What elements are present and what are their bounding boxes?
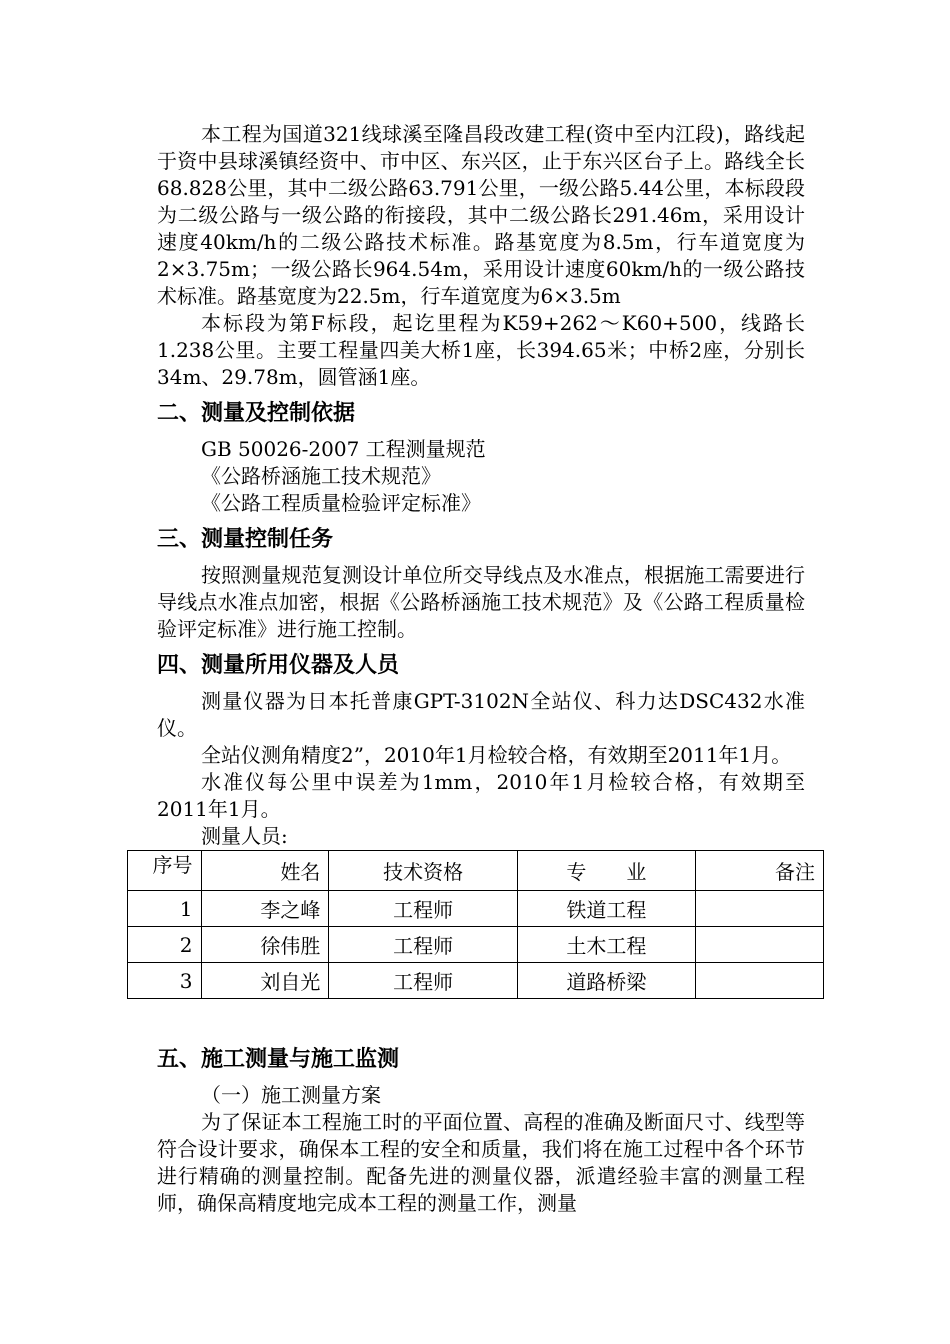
table-row — [128, 891, 824, 927]
cell-seq: 1 — [128, 891, 202, 927]
header-seq: 序号 — [128, 851, 202, 891]
cell-name: 刘自光 — [201, 963, 329, 999]
cell-qualification: 工程师 — [329, 891, 517, 927]
cell-qualification: 工程师 — [329, 963, 517, 999]
cell-name: 李之峰 — [201, 891, 329, 927]
table-header-row — [128, 851, 824, 891]
section-5-heading: 五、施工测量与施工监测 — [157, 1047, 400, 1072]
cell-remark — [696, 963, 824, 999]
cell-seq: 3 — [128, 963, 202, 999]
section-3-paragraph: 按照测量规范复测设计单位所交导线点及水准点，根据施工需要进行导线点水准点加密，根据《公路桥涵施工技术规范》及《公路工程质量检验评定标准》进行施工控制。 — [157, 563, 805, 641]
section-5-paragraph: 为了保证本工程施工时的平面位置、高程的准确及断面尺寸、线型等符合设计要求，确保本工程的安全和质量，我们将在施工过程中各个环节进行精确的测量控制。配备先进的测量仪器，派遣经验丰富的测量工程师，确保高精度地完成本工程的测量工作，测量 — [157, 1110, 805, 1215]
header-remark: 备注 — [696, 851, 824, 891]
section-4-heading: 四、测量所用仪器及人员 — [157, 653, 400, 678]
instrument-paragraph: 测量仪器为日本托普康GPT-3102N全站仪、科力达DSC432水准仪。 — [157, 689, 805, 740]
basis-item-1: GB 50026-2007 工程测量规范 — [201, 437, 486, 461]
cell-seq: 2 — [128, 927, 202, 963]
cell-remark — [696, 891, 824, 927]
cell-name: 徐伟胜 — [201, 927, 329, 963]
table-row — [128, 963, 824, 999]
section-5-subheading: （一）施工测量方案 — [201, 1083, 381, 1107]
document-page — [152, 121, 815, 1217]
level-paragraph: 水准仪每公里中误差为1mm，2010年1月检较合格，有效期至2011年1月。 — [157, 770, 805, 821]
spacer — [157, 999, 805, 1037]
cell-remark — [696, 927, 824, 963]
cell-qualification: 工程师 — [329, 927, 517, 963]
section-3-heading: 三、测量控制任务 — [157, 527, 334, 552]
header-major: 专 业 — [517, 851, 695, 891]
section-2-heading: 二、测量及控制依据 — [157, 401, 356, 426]
intro-paragraph-2: 本标段为第F标段，起讫里程为K59+262～K60+500，线路长1.238公里。主要工程量四美大桥1座，长394.65米；中桥2座，分别长34m、29.78m，圆管涵1座。 — [157, 311, 805, 389]
cell-major: 土木工程 — [517, 927, 695, 963]
total-station-paragraph: 全站仪测角精度2”，2010年1月检较合格，有效期至2011年1月。 — [201, 743, 792, 767]
header-qualification: 技术资格 — [329, 851, 517, 891]
cell-major: 铁道工程 — [517, 891, 695, 927]
header-name: 姓名 — [201, 851, 329, 891]
cell-major: 道路桥梁 — [517, 963, 695, 999]
intro-paragraph-1: 本工程为国道321线球溪至隆昌段改建工程(资中至内江段)，路线起于资中县球溪镇经资中、市中区、东兴区，止于东兴区台子上。路线全长68.828公里，其中二级公路63.791公里，一级公路5.44公里，本标段段为二级公路与一级公路的衔接段，其中二级公路长291.46m，采用设计速度40km/h的二级公路技术标准。路基宽度为8.5m，行车道宽度为2×3.75m；一级公路长964.54m，采用设计速度60km/h的一级公路技术标准。路基宽度为22.5m，行车道宽度为6×3.5m — [157, 122, 805, 308]
table-row — [128, 927, 824, 963]
staff-table — [127, 850, 824, 999]
basis-item-3: 《公路工程质量检验评定标准》 — [201, 491, 481, 515]
staff-label: 测量人员: — [201, 824, 288, 848]
basis-item-2: 《公路桥涵施工技术规范》 — [201, 464, 441, 488]
